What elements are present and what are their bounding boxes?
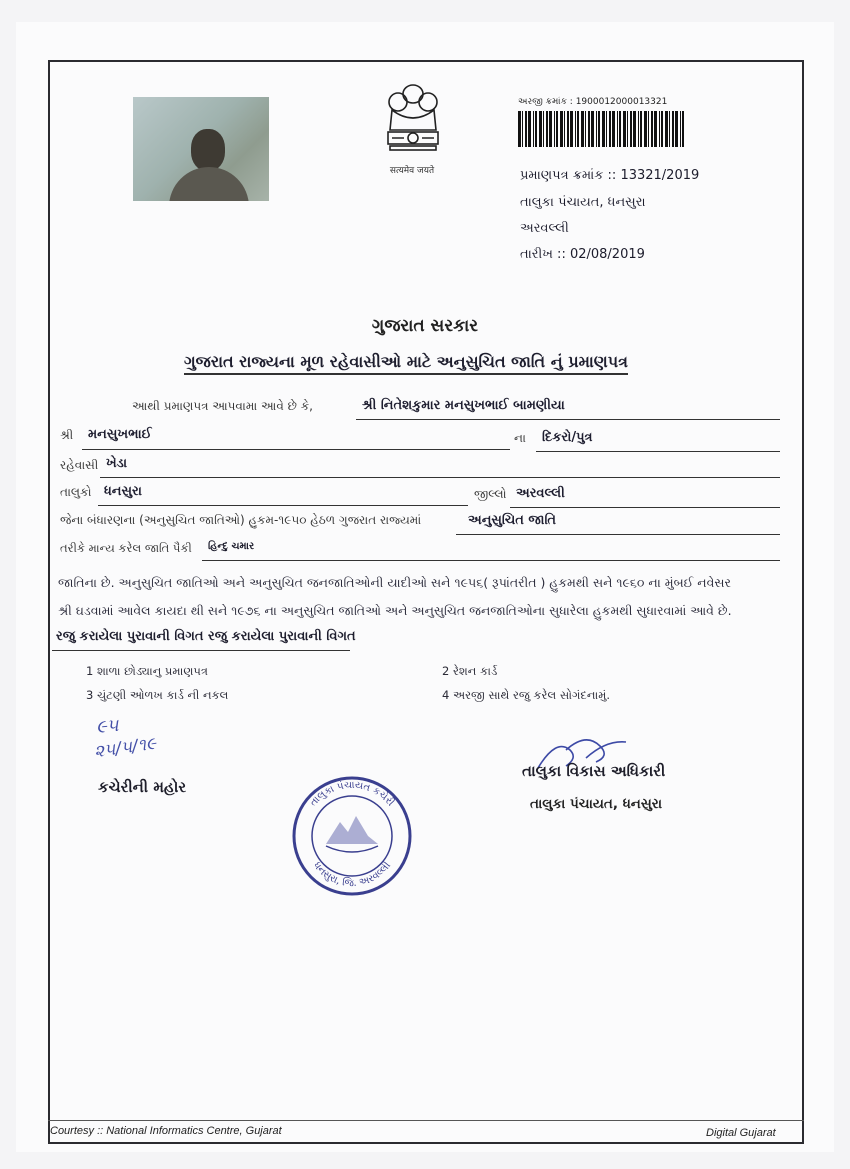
footer-courtesy: Courtesy :: National Informatics Centre, Gujarat	[50, 1125, 282, 1137]
issuing-district: અરવલ્લી	[520, 221, 569, 236]
applicant-photo	[133, 97, 269, 201]
constitution-label: જેના બંધારણના (અનુસુચિત જાતિઓ) હુકમ-૧૯૫૦ હેઠળ ગુજરાત રાજ્યમાં	[60, 513, 422, 527]
relation: દિકરો/પુત્ર	[542, 430, 593, 445]
footer-brand: Digital Gujarat	[706, 1127, 776, 1139]
barcode	[518, 111, 686, 147]
handwritten-note-1: ૯૫	[94, 714, 120, 739]
district: અરવલ્લી	[516, 486, 565, 501]
na-label: ના	[514, 431, 526, 445]
national-emblem-icon	[378, 80, 448, 164]
application-number: અરજી ક્રમાંક : 1900012000013321	[518, 97, 668, 107]
government-title: ગુજરાત સરકાર	[371, 316, 479, 336]
applicant-name: શ્રી નિતેશકુમાર મનસુખભાઈ બામણીયા	[362, 398, 565, 413]
father-name: મનસુખભાઈ	[88, 427, 152, 442]
certificate-title: ગુજરાત રાજ્યના મૂળ રહેવાસીઓ માટે અનુસુચિત જાતિ નું પ્રમાણપત્ર	[184, 352, 628, 375]
issue-date: તારીખ :: 02/08/2019	[520, 247, 645, 262]
taluka-label: તાલુકો	[60, 485, 92, 499]
handwritten-note-2: ૨૫/૫/૧૯	[92, 733, 158, 763]
category: અનુસુચિત જાતિ	[468, 513, 557, 528]
office-seal-label: કચેરીની મહોર	[98, 778, 187, 796]
legal-paragraph-line-1: જાતિના છે. અનુસુચિત જાતિઓ અને અનુસુચિત જનજાતિઓની યાદીઓ સને ૧૯૫૬( રૂપાંતરીત ) હુકમથી સને ૧૯૬૦ ના મુંબઈ નવેસર	[58, 575, 731, 590]
evidence-item-2: 2 રેશન કાર્ડ	[442, 664, 498, 678]
intro-label: આથી પ્રમાણપત્ર આપવામા આવે છે કે,	[132, 399, 313, 413]
svg-text:ધનસુરા, જિ. અરવલ્લી: ધનસુરા, જિ. અરવલ્લી	[310, 860, 394, 890]
officer-office: તાલુકા પંચાયત, ધનસુરા	[530, 796, 663, 812]
issuing-office: તાલુકા પંચાયત, ધનસુરા	[520, 195, 646, 210]
taluka: ધનસુરા	[104, 484, 142, 499]
residence-label: રહેવાસી	[60, 458, 99, 472]
district-label: જીલ્લો	[474, 487, 507, 501]
caste: હિન્દુ ચમાર	[208, 541, 255, 552]
recognized-label: તરીકે માન્ય કરેલ જાતિ પૈકી	[60, 541, 192, 555]
certificate-number: પ્રમાણપત્ર ક્રમાંક :: 13321/2019	[520, 168, 700, 183]
officer-title: તાલુકા વિકાસ અધિકારી	[522, 762, 666, 780]
office-round-seal-icon	[290, 774, 414, 898]
legal-paragraph-line-2: શ્રી ઘડવામાં આવેલ કાયદા થી સને ૧૯૭૬ ના અનુસુચિત જાતિઓ અને અનુસુચિત જનજાતિઓના સુધારેલા હુકમથી સુધારવામાં આવે છે.	[58, 603, 732, 618]
evidence-heading: રજુ કરાયેલા પુરાવાની વિગત રજુ કરાયેલા પુરાવાની વિગત	[56, 629, 356, 644]
residence: ખેડા	[106, 456, 128, 471]
evidence-item-1: 1 શાળા છોડ્યાનુ પ્રમાણપત્ર	[86, 664, 208, 678]
emblem-motto: सत्यमेव जयते	[389, 166, 435, 176]
svg-text:તાલુકા પંચાયત કચેરી: તાલુકા પંચાયત કચેરી	[308, 779, 396, 809]
evidence-item-3: 3 ચુંટણી ઓળખ કાર્ડ ની નકલ	[86, 688, 229, 702]
evidence-item-4: 4 અરજી સાથે રજુ કરેલ સોગંદનામું.	[442, 688, 611, 702]
shri-label: શ્રી	[60, 428, 74, 442]
